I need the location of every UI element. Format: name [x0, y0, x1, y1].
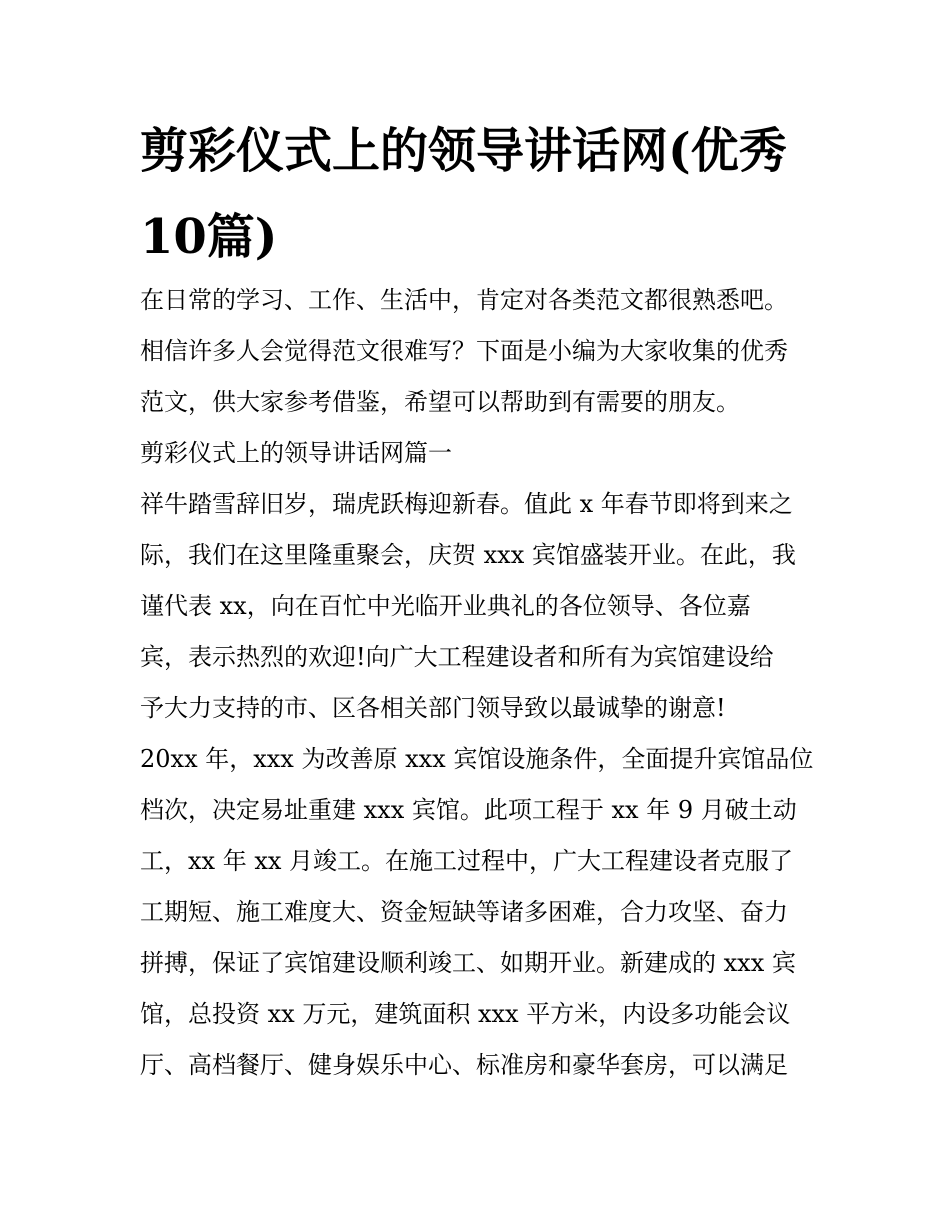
paragraph-line: 谨代表 xx，向在百忙中光临开业典礼的各位领导、各位嘉	[140, 592, 751, 620]
paragraph-line: 际，我们在这里隆重聚会，庆贺 xxx 宾馆盛装开业。在此，我	[140, 541, 796, 569]
paragraph-line: 20xx 年，xxx 为改善原 xxx 宾馆设施条件，全面提升宾馆品位	[140, 745, 814, 773]
paragraph-line: 相信许多人会觉得范文很难写？下面是小编为大家收集的优秀	[140, 337, 788, 365]
paragraph-line: 予大力支持的市、区各相关部门领导致以最诚挚的谢意!	[140, 694, 726, 722]
paragraph-line: 祥牛踏雪辞旧岁，瑞虎跃梅迎新春。值此 x 年春节即将到来之	[140, 490, 793, 518]
paragraph-line: 档次，决定易址重建 xxx 宾馆。此项工程于 xx 年 9 月破土动	[140, 796, 797, 824]
paragraph-line: 在日常的学习、工作、生活中，肯定对各类范文都很熟悉吧。	[140, 286, 788, 314]
paragraph-line: 拼搏，保证了宾馆建设顺利竣工、如期开业。新建成的 xxx 宾	[140, 949, 796, 977]
document-title: 剪彩仪式上的领导讲话网(优秀10篇)	[140, 123, 787, 265]
paragraph-line: 馆，总投资 xx 万元，建筑面积 xxx 平方米，内设多功能会议	[140, 1000, 791, 1028]
paragraph-line: 厅、高档餐厅、健身娱乐中心、标准房和豪华套房，可以满足	[140, 1051, 788, 1079]
paragraph-line: 工，xx 年 xx 月竣工。在施工过程中，广大工程建设者克服了	[140, 847, 794, 875]
section-heading: 剪彩仪式上的领导讲话网篇一	[140, 439, 452, 467]
paragraph-line: 宾，表示热烈的欢迎!向广大工程建设者和所有为宾馆建设给	[140, 643, 774, 671]
paragraph-line: 范文，供大家参考借鉴，希望可以帮助到有需要的朋友。	[140, 388, 740, 416]
paragraph-line: 工期短、施工难度大、资金短缺等诸多困难，合力攻坚、奋力	[140, 898, 788, 926]
